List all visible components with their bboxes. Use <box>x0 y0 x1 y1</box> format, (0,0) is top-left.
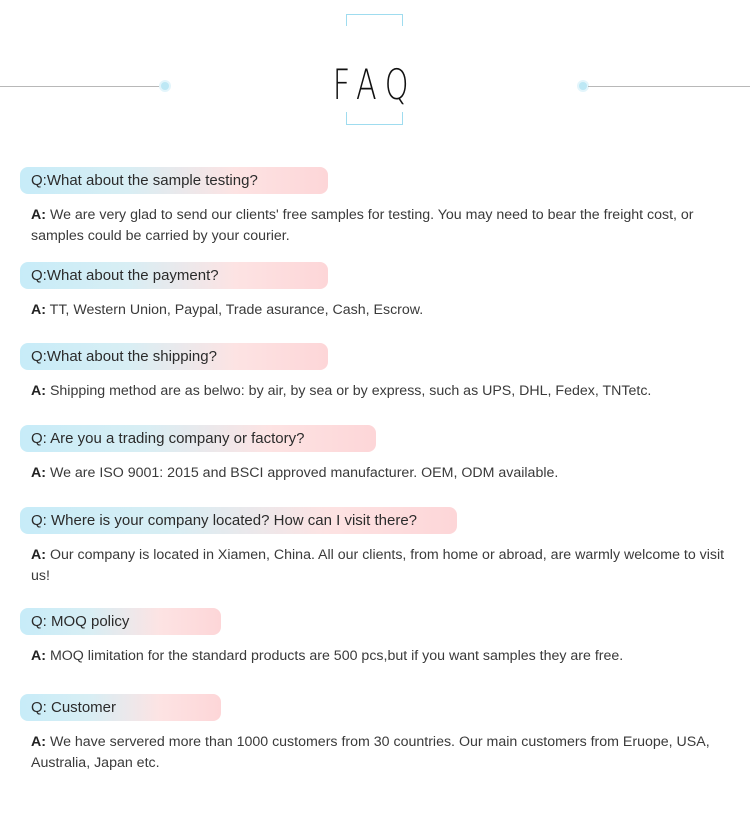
faq-item-shipping <box>20 343 730 402</box>
header-dot-left <box>161 82 169 90</box>
faq-item-trading-or-factory <box>20 425 730 484</box>
header-divider-right <box>588 86 750 87</box>
faq-header <box>0 0 750 140</box>
answer-text: A: TT, Western Union, Paypal, Trade asurance, Cash, Escrow. <box>31 302 424 318</box>
answer-text: A: MOQ limitation for the standard products are 500 pcs,but if you want samples they are free. <box>31 648 624 664</box>
faq-item-payment <box>20 262 730 321</box>
answer-text: A: We are ISO 9001: 2015 and BSCI approved manufacturer. OEM, ODM available. <box>31 465 559 481</box>
faq-item-sample-testing <box>20 167 730 247</box>
header-dot-right <box>579 82 587 90</box>
faq-item-moq <box>20 608 730 667</box>
faq-item-location <box>20 507 730 587</box>
faq-item-customer <box>20 694 730 774</box>
question-label: Q: Customer <box>20 694 221 721</box>
answer-text: A: Our company is located in Xiamen, China. All our clients, from home or abroad, are warmly welcome to visit us! <box>31 547 725 584</box>
question-label: Q: MOQ policy <box>20 608 221 635</box>
question-label: Q:What about the sample testing? <box>20 167 328 194</box>
answer-text: A: We have servered more than 1000 customers from 30 countries. Our main customers from Eruope, USA, Australia, Japan etc. <box>31 734 710 771</box>
question-label: Q:What about the shipping? <box>20 343 328 370</box>
question-label: Q: Are you a trading company or factory? <box>20 425 376 452</box>
page-title: FAQ <box>332 60 418 109</box>
header-divider-left <box>0 86 160 87</box>
answer-text: A: Shipping method are as belwo: by air, by sea or by express, such as UPS, DHL, Fedex, TNTetc. <box>31 383 652 399</box>
answer-text: A: We are very glad to send our clients' free samples for testing. You may need to bear the freight cost, or samples could be carried by your courier. <box>31 207 694 244</box>
question-label: Q:What about the payment? <box>20 262 328 289</box>
question-label: Q: Where is your company located? How can I visit there? <box>20 507 457 534</box>
